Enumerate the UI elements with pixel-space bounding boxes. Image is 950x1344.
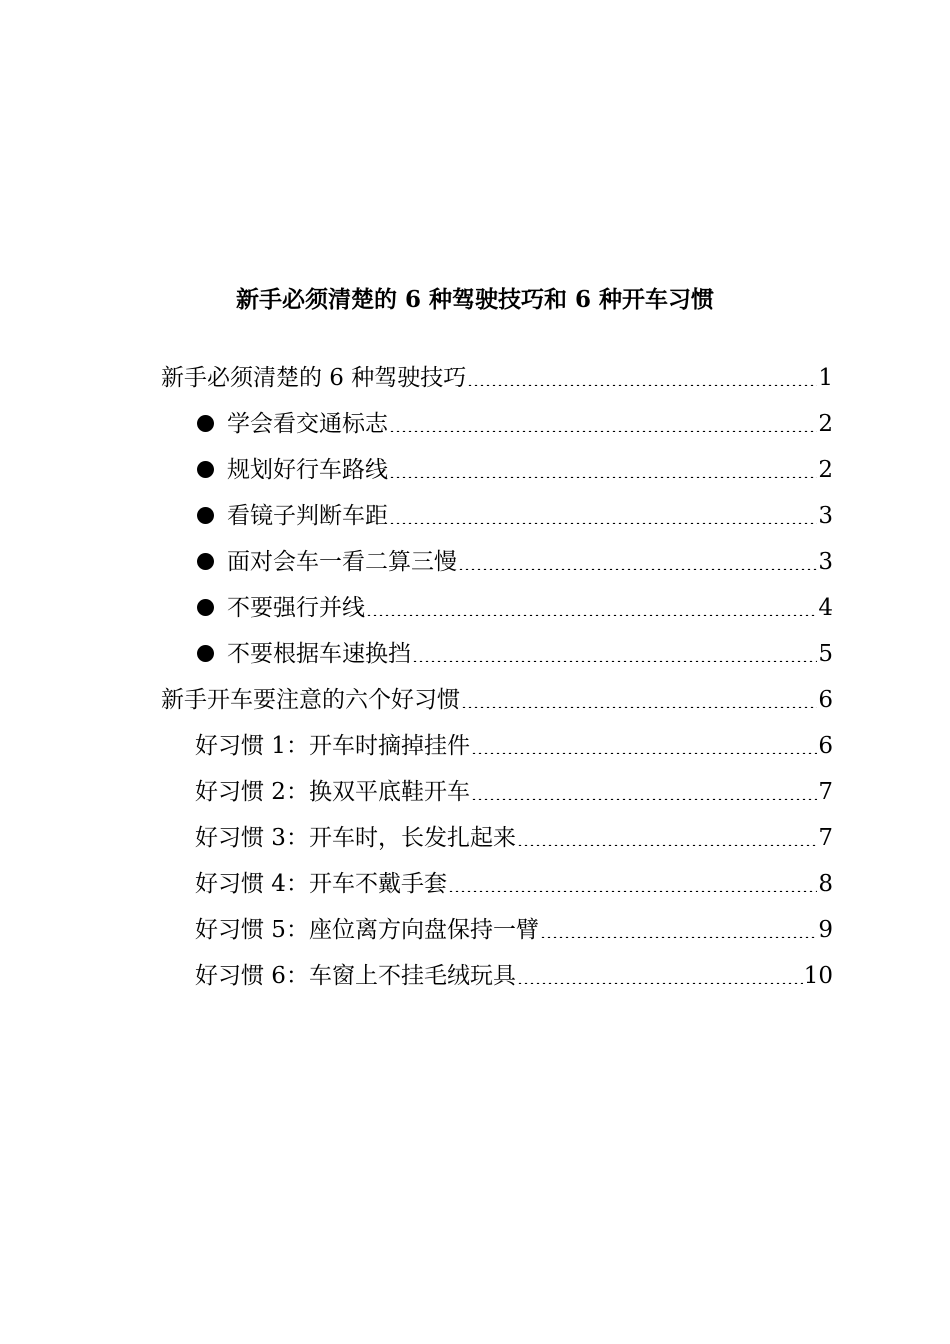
toc-entry-habit-1[interactable]: [195, 723, 833, 761]
toc-entry-habit-2[interactable]: [195, 769, 833, 807]
toc-entry-label: 好习惯 6：车窗上不挂毛绒玩具: [195, 963, 516, 989]
bullet-icon: [197, 415, 214, 432]
bullet-icon: [197, 599, 214, 616]
toc-entry-label: 面对会车一看二算三慢: [227, 549, 457, 575]
toc-entry-habit-5[interactable]: [195, 907, 833, 945]
dot-leader: [540, 928, 817, 938]
toc-entry-page-number: 2: [818, 457, 833, 483]
dot-leader: [471, 790, 817, 800]
toc-entry-plan-route[interactable]: [195, 447, 833, 485]
bullet-icon: [197, 461, 214, 478]
toc-entry-page-number: 10: [803, 963, 833, 989]
dot-leader: [389, 514, 817, 524]
toc-entry-label: 新手必须清楚的 6 种驾驶技巧: [161, 365, 467, 391]
document-title: 新手必须清楚的 6 种驾驶技巧和 6 种开车习惯: [235, 286, 715, 314]
toc-entry-label: 不要强行并线: [227, 595, 365, 621]
toc-entry-label: 学会看交通标志: [227, 411, 388, 437]
toc-entry-label: 好习惯 1：开车时摘掉挂件: [195, 733, 470, 759]
toc-entry-habit-4[interactable]: [195, 861, 833, 899]
toc-entry-label: 好习惯 5：座位离方向盘保持一臂: [195, 917, 539, 943]
toc-entry-habit-6[interactable]: [195, 953, 833, 991]
dot-leader: [366, 606, 817, 616]
toc-entry-label: 规划好行车路线: [227, 457, 388, 483]
toc-entry-page-number: 6: [818, 687, 833, 713]
dot-leader: [448, 882, 817, 892]
toc-entry-page-number: 8: [818, 871, 833, 897]
toc-entry-label: 好习惯 3：开车时，长发扎起来: [195, 825, 516, 851]
toc-entry-label: 新手开车要注意的六个好习惯: [161, 687, 460, 713]
toc-entry-passing-vehicles[interactable]: [195, 539, 833, 577]
dot-leader: [412, 652, 817, 662]
toc-entry-page-number: 5: [818, 641, 833, 667]
toc-entry-no-forced-merge[interactable]: [195, 585, 833, 623]
toc-entry-page-number: 2: [818, 411, 833, 437]
toc-entry-label: 看镜子判断车距: [227, 503, 388, 529]
bullet-icon: [197, 645, 214, 662]
dot-leader: [389, 468, 817, 478]
toc-entry-page-number: 6: [818, 733, 833, 759]
bullet-icon: [197, 553, 214, 570]
toc-entry-page-number: 7: [818, 825, 833, 851]
dot-leader: [467, 376, 817, 386]
toc-entry-page-number: 7: [818, 779, 833, 805]
toc-entry-label: 好习惯 2：换双平底鞋开车: [195, 779, 470, 805]
dot-leader: [458, 560, 817, 570]
toc-entry-driving-skills[interactable]: [161, 355, 833, 393]
dot-leader: [517, 836, 817, 846]
toc-entry-gear-shifting[interactable]: [195, 631, 833, 669]
toc-entry-page-number: 3: [818, 503, 833, 529]
toc-entry-good-habits[interactable]: [161, 677, 833, 715]
bullet-icon: [197, 507, 214, 524]
toc-entry-page-number: 3: [818, 549, 833, 575]
toc-entry-traffic-signs[interactable]: [195, 401, 833, 439]
dot-leader: [471, 744, 817, 754]
toc-entry-page-number: 4: [818, 595, 833, 621]
toc-entry-page-number: 9: [818, 917, 833, 943]
toc-entry-page-number: 1: [818, 365, 833, 391]
toc-entry-label: 不要根据车速换挡: [227, 641, 411, 667]
toc-entry-mirror-distance[interactable]: [195, 493, 833, 531]
dot-leader: [461, 698, 817, 708]
dot-leader: [517, 974, 803, 984]
toc-entry-label: 好习惯 4：开车不戴手套: [195, 871, 447, 897]
toc-entry-habit-3[interactable]: [195, 815, 833, 853]
dot-leader: [389, 422, 817, 432]
